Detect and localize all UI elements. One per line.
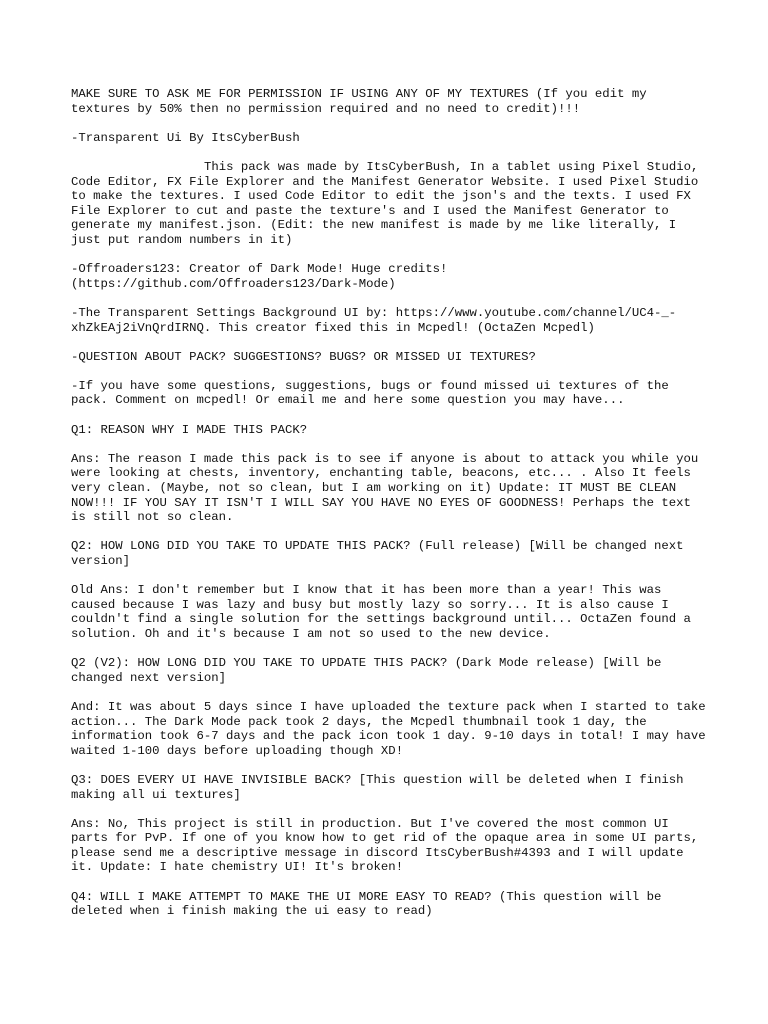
settings-background-credit: -The Transparent Settings Background UI by: https://www.youtube.com/channel/UC4-_-xhZkEAj2iVnQrdIRNQ. This creator fixed this in Mcpedl! (OctaZen Mcpedl)	[71, 305, 677, 335]
permission-notice: MAKE SURE TO ASK ME FOR PERMISSION IF USING ANY OF MY TEXTURES (If you edit my textures by 50% then no permission required and no need to credit)!!!	[71, 87, 647, 116]
answer-3: Ans: No, This project is still in production. But I've covered the most common UI parts for PvP. If one of you know how to get rid of the opaque area in some UI parts, please send me a descriptive message in discord ItsCyberBush#4393 and I will update it. Update: I hate chemistry UI! It's broken!	[71, 816, 699, 875]
question-1: Q1: REASON WHY I MADE THIS PACK?	[71, 422, 308, 437]
questions-heading: -QUESTION ABOUT PACK? SUGGESTIONS? BUGS? OR MISSED UI TEXTURES?	[71, 349, 536, 364]
question-2: Q2: HOW LONG DID YOU TAKE TO UPDATE THIS PACK? (Full release) [Will be changed next version]	[71, 539, 684, 568]
question-2-v2: Q2 (V2): HOW LONG DID YOU TAKE TO UPDATE THIS PACK? (Dark Mode release) [Will be changed next version]	[71, 656, 662, 685]
question-4: Q4: WILL I MAKE ATTEMPT TO MAKE THE UI MORE EASY TO READ? (This question will be deleted when i finish making the ui easy to read)	[71, 889, 662, 919]
answer-2-v2: And: It was about 5 days since I have uploaded the texture pack when I started to take action... The Dark Mode pack took 2 days, the Mcpedl thumbnail took 1 day, the information took 6-7 days and the pack icon took 1 day. 9-10 days in total! I may have waited 1-100 days before uploading though XD!	[71, 699, 706, 758]
question-3: Q3: DOES EVERY UI HAVE INVISIBLE BACK? [This question will be deleted when I finish making all ui textures]	[71, 772, 684, 802]
dark-mode-credit: -Offroaders123: Creator of Dark Mode! Huge credits! (https://github.com/Offroaders123/Dark-Mode)	[71, 262, 448, 291]
answer-2-old: Old Ans: I don't remember but I know that it has been more than a year! This was caused because I was lazy and busy but mostly lazy so sorry... It is also cause I couldn't find a single solution for the settings background until... OctaZen found a solution. Oh and it's because I am not so used to the new device.	[71, 583, 691, 641]
questions-intro: -If you have some questions, suggestions, bugs or found missed ui textures of the pack. Comment on mcpedl! Or email me and here some question you may have...	[71, 378, 669, 408]
answer-1: Ans: The reason I made this pack is to see if anyone is about to attack you while you were looking at chests, inventory, enchanting table, beacons, etc... . Also It feels very clean. (Maybe, not so clean, but I am working on it) Update: IT MUST BE CLEAN NOW!!! IF YOU SAY IT ISN'T I WILL SAY YOU HAVE NO EYES OF GOODNESS! Perhaps the text is still not so clean.	[71, 451, 699, 525]
pack-title: -Transparent Ui By ItsCyberBush	[71, 130, 300, 145]
pack-description: This pack was made by ItsCyberBush, In a tablet using Pixel Studio, Code Editor, FX File Explorer and the Manifest Generator Website. I used Pixel Studio to make the textures. I used Code Editor to edit the json's and the texts. I used FX File Explorer to cut and paste the texture's and I used the Manifest Generator to generate my manifest.json. (Edit: the new manifest is made by me like literally, I just put random numbers in it)	[71, 159, 699, 247]
